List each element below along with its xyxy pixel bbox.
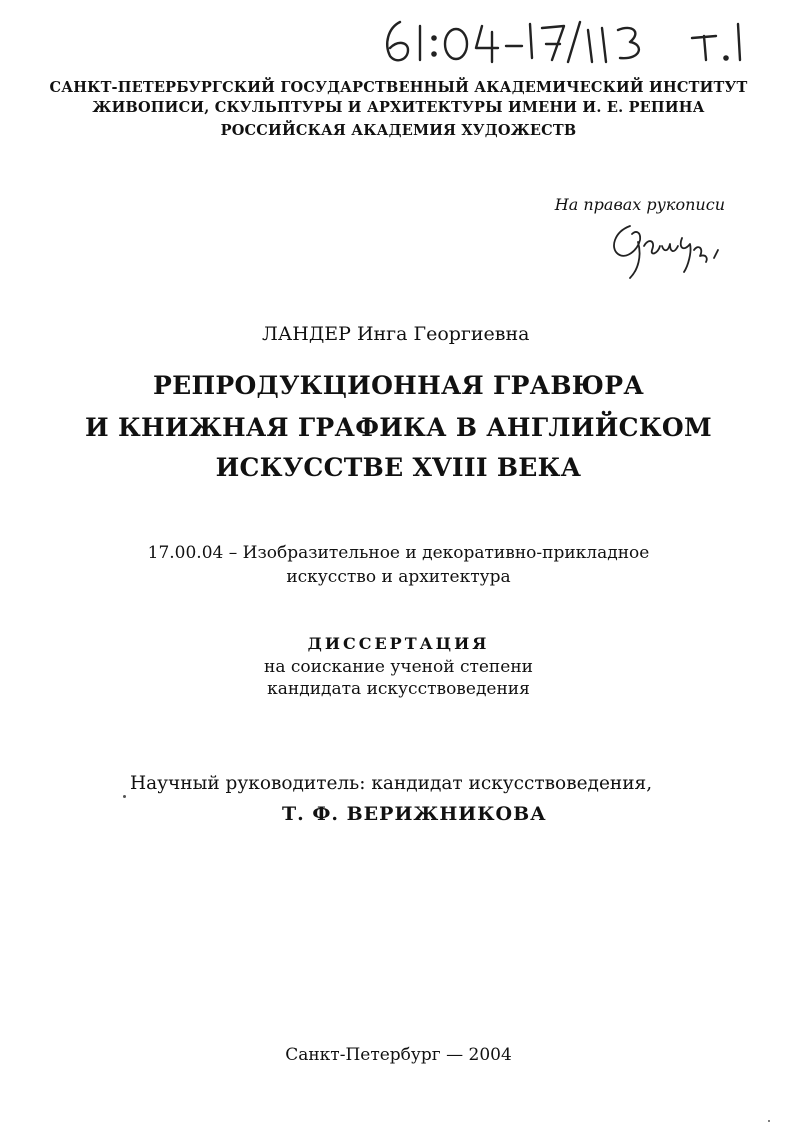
supervisor-name: Т. Ф. ВЕРИЖНИКОВА (282, 803, 547, 825)
city-and-year: Санкт-Петербург — 2004 (285, 1045, 512, 1065)
supervisor-label: Научный руководитель: кандидат искусствоведения, (130, 773, 653, 794)
specialty-code-line-1: 17.00.04 – Изобразительное и декоративно-прикладное (147, 543, 650, 563)
degree-line-1: на соискание ученой степени (263, 657, 533, 677)
author-signature (608, 222, 728, 282)
academy-name: РОССИЙСКАЯ АКАДЕМИЯ ХУДОЖЕСТВ (220, 122, 577, 139)
specialty-code-line-2: искусство и архитектура (286, 567, 511, 587)
work-type: ДИССЕРТАЦИЯ (307, 634, 490, 653)
institute-name-line-2: ЖИВОПИСИ, СКУЛЬПТУРЫ И АРХИТЕКТУРЫ ИМЕНИ И. Е. РЕПИНА (92, 99, 705, 116)
scan-speck (123, 795, 126, 798)
thesis-title-line-2: И КНИЖНАЯ ГРАФИКА В АНГЛИЙСКОМ (85, 413, 712, 442)
manuscript-rights-note: На правах рукописи (554, 195, 725, 214)
thesis-title-line-1: РЕПРОДУКЦИОННАЯ ГРАВЮРА (153, 371, 644, 400)
author-name: ЛАНДЕР Инга Георгиевна (262, 323, 530, 345)
degree-line-2: кандидата искусствоведения (267, 679, 530, 699)
thesis-title-line-3: ИСКУССТВЕ XVIII ВЕКА (215, 453, 582, 482)
handwritten-archive-code (380, 14, 760, 66)
scan-speck (768, 1120, 770, 1122)
institute-name-line-1: САНКТ-ПЕТЕРБУРГСКИЙ ГОСУДАРСТВЕННЫЙ АКАДЕМИЧЕСКИЙ ИНСТИТУТ (49, 79, 748, 96)
